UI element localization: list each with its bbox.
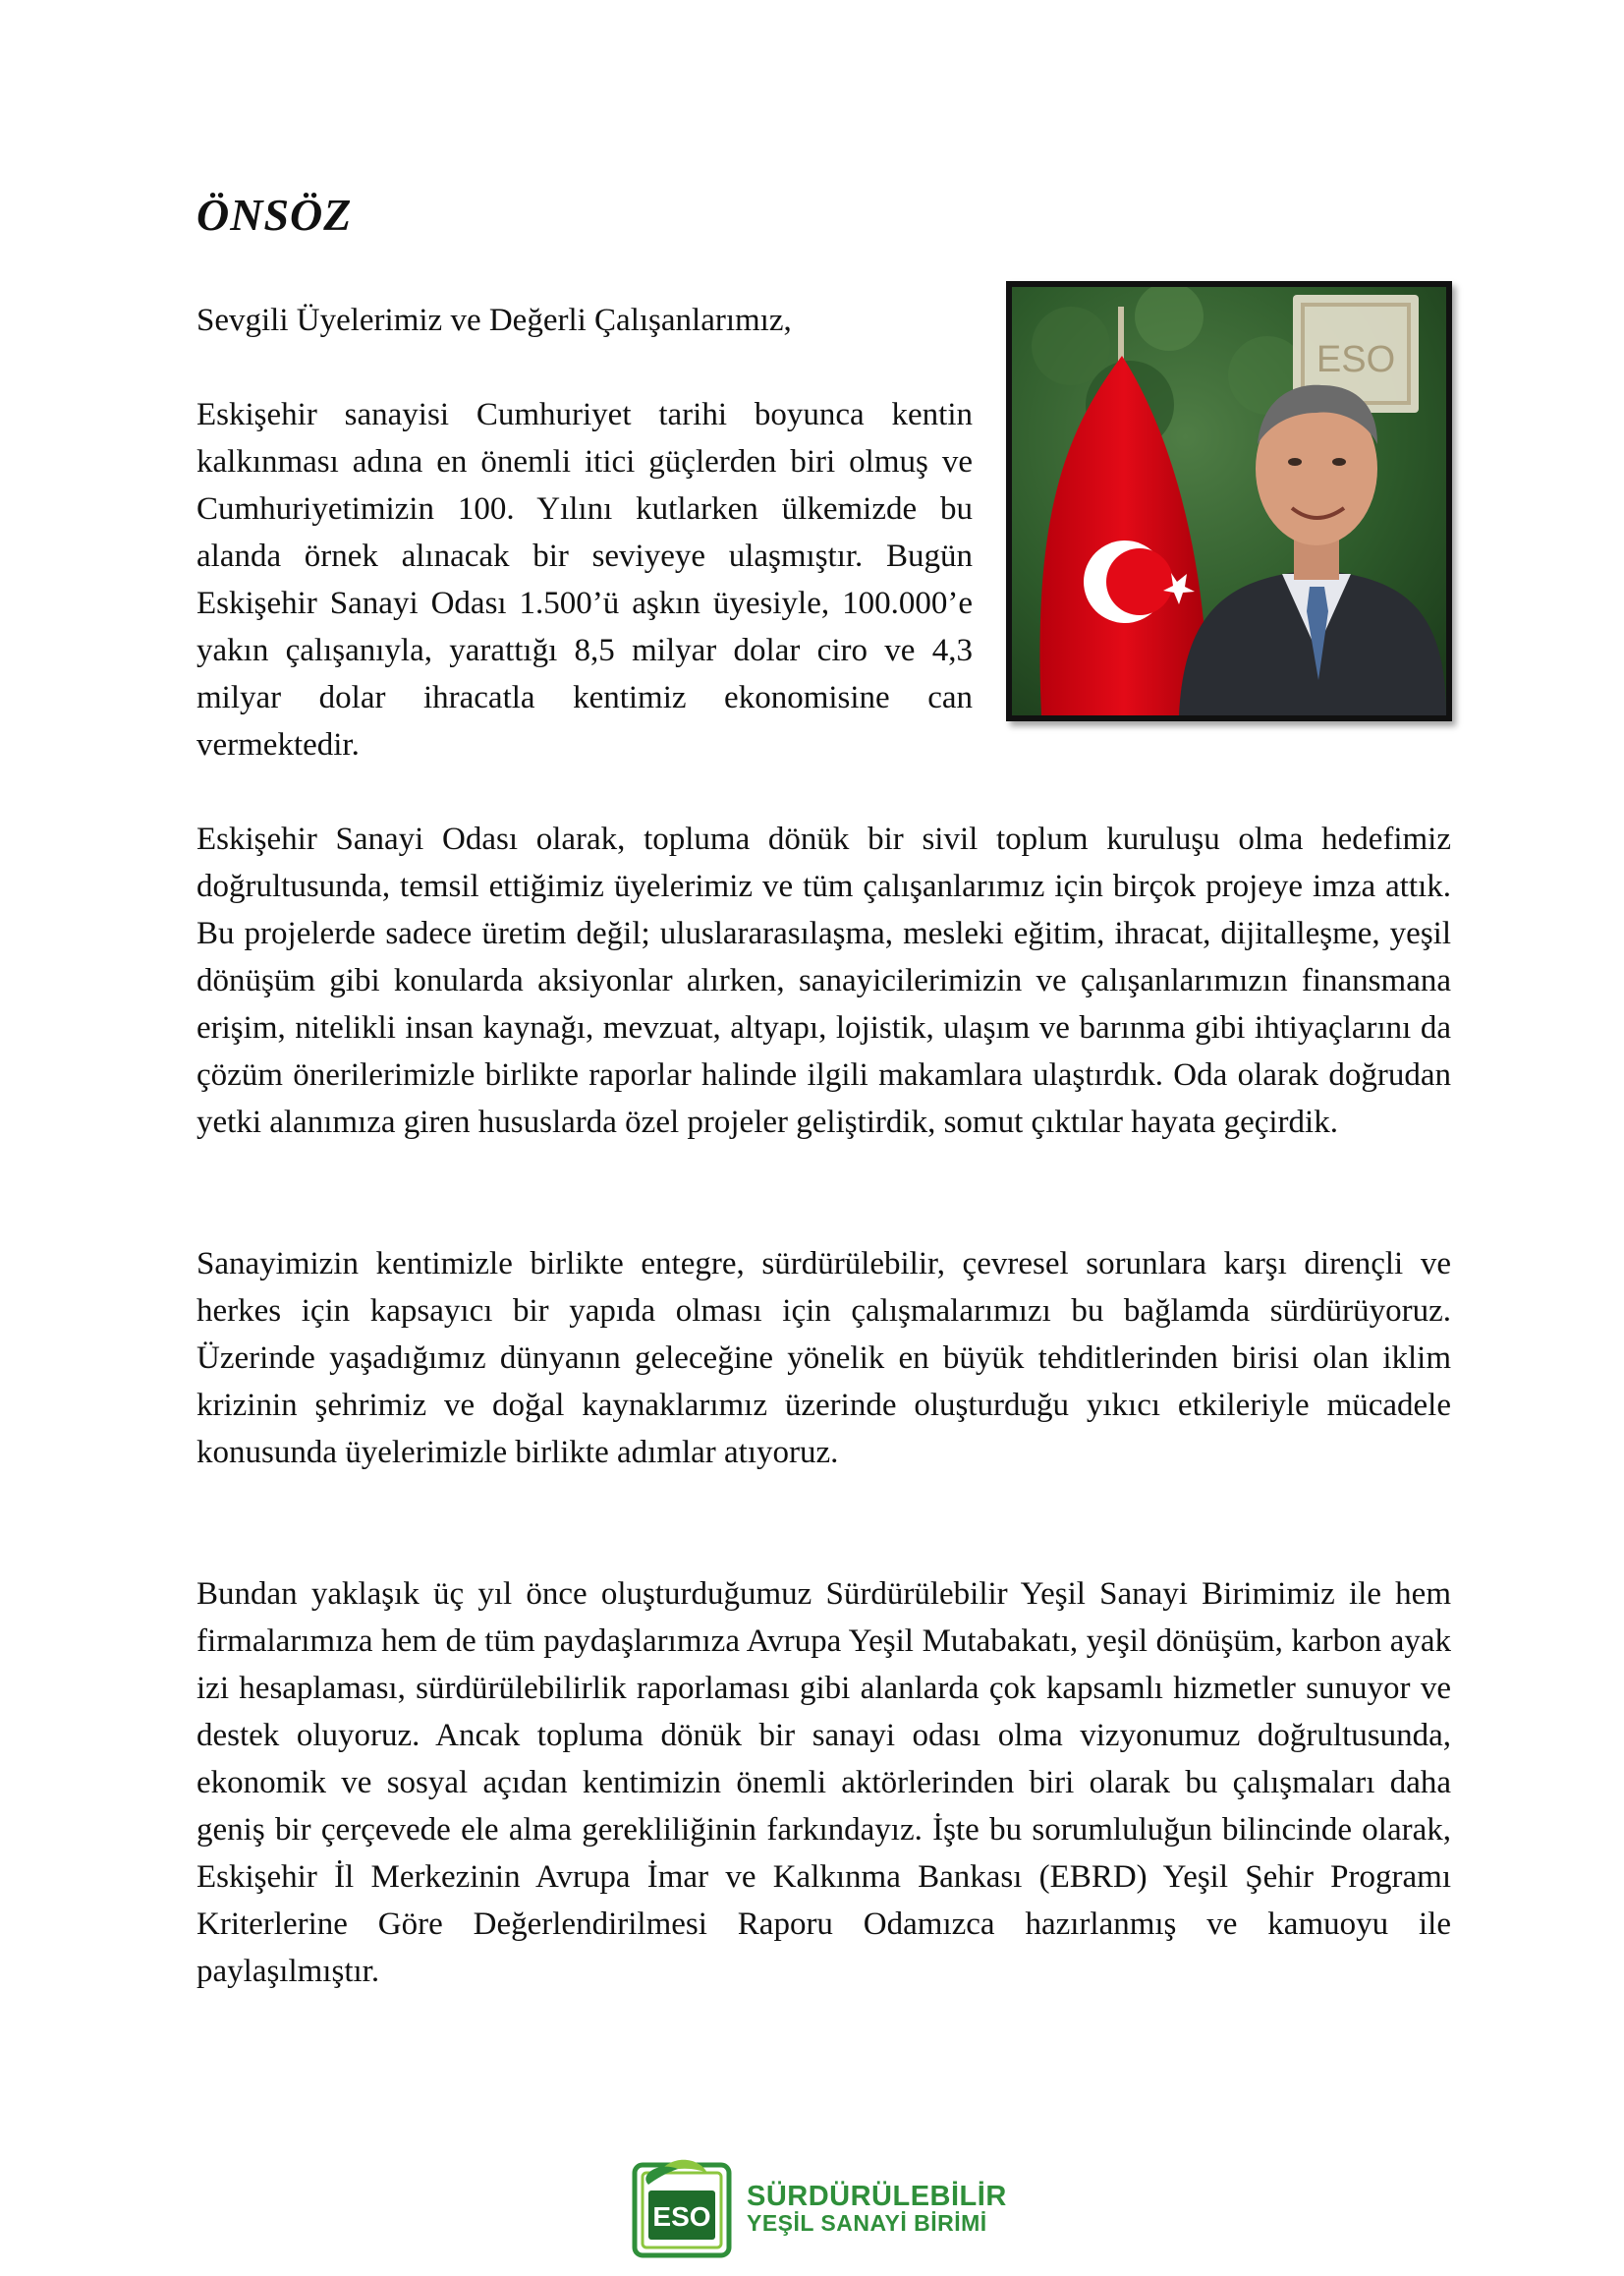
svg-text:ESO: ESO (652, 2201, 711, 2232)
paragraph-2: Eskişehir Sanayi Odası olarak, topluma dönük bir sivil toplum kuruluşu olma hedefimiz doğrultusunda, temsil ettiğimiz üyelerimiz ve tüm çalışanlarımız için birçok projeye imza attık. Bu projelerde sadece üretim değil; uluslararasılaşma, mesleki eğitim, ihracat, dijitalleşme, yeşil dönüşüm gibi konularda aksiyonlar alırken, sanayicilerimizin ve çalışanlarımızın finansmana erişim, nitelikli insan kaynağı, mevzuat, altyapı, lojistik, ulaşım ve barınma gibi ihtiyaçlarını da çözüm önerilerimizle birlikte raporlar halinde ilgili makamlara ulaştırdık. Oda olarak doğrudan yetki alanımıza giren hususlarda özel projeler geliştirdik, somut çıktılar hayata geçirdik. (196, 822, 1451, 1140)
paragraph-3: Sanayimizin kentimizle birlikte entegre, sürdürülebilir, çevresel sorunlara karşı dirençli ve herkes için kapsayıcı bir yapıda olması için çalışmalarımızı bu bağlamda sürdürüyoruz. Üzerinde yaşadığımız dünyanın geleceğine yönelik en büyük tehditlerinden birisi olan iklim krizinin şehrimiz ve doğal kaynaklarımız üzerinde oluşturduğu yıkıcı etkileriyle mücadele konusunda üyelerimizle birlikte adımlar atıyoruz. (196, 1246, 1451, 1470)
paragraph-1: Eskişehir sanayisi Cumhuriyet tarihi boyunca kentin kalkınması adına en önemli itici güçlerden biri olmuş ve Cumhuriyetimizin 100. Yılını kutlarken ülkemizde bu alanda örnek alınacak bir seviyeye ulaşmıştır. Bugün Eskişehir Sanayi Odası 1.500’ü aşkın üyesiyle, 100.000’e yakın çalışanıyla, yarattığı 8,5 milyar dolar ciro ve 4,3 milyar dolar ihracatla kentimiz ekonomisine can vermektedir. (196, 397, 973, 763)
page-title: ÖNSÖZ (196, 190, 353, 240)
logo-wordmark (747, 2182, 1007, 2236)
portrait-photo (1006, 281, 1452, 721)
svg-text:ESO: ESO (1316, 339, 1396, 380)
logo-line-1: SÜRDÜRÜLEBİLİR (747, 2180, 1007, 2212)
eso-logo-icon (629, 2155, 735, 2261)
salutation: Sevgili Üyelerimiz ve Değerli Çalışanlarımız, (196, 303, 792, 338)
logo-line-2: YEŞİL SANAYİ BİRİMİ (747, 2210, 987, 2237)
portrait-illustration (1012, 287, 1446, 715)
paragraph-4: Bundan yaklaşık üç yıl önce oluşturduğumuz Sürdürülebilir Yeşil Sanayi Birimimiz ile hem firmalarımıza hem de tüm paydaşlarımıza Avrupa Yeşil Mutabakatı, yeşil dönüşüm, karbon ayak izi hesaplaması, sürdürülebilirlik raporlaması gibi alanlarda çok kapsamlı hizmetler sunuyor ve destek oluyoruz. Ancak topluma dönük bir sanayi odası olma vizyonumuz doğrultusunda, ekonomik ve sosyal açıdan kentimizin önemli aktörlerinden biri olarak bu çalışmaları daha geniş bir çerçevede ele alma gerekliliğinin farkındayız. İşte bu sorumluluğun bilincinde olarak, Eskişehir İl Merkezinin Avrupa İmar ve Kalkınma Bankası (EBRD) Yeşil Şehir Programı Kriterlerine Göre Değerlendirilmesi Raporu Odamızca hazırlanmış ve kamuoyu ile paylaşılmıştır. (196, 1576, 1451, 1989)
footer-logo (629, 2154, 1007, 2262)
